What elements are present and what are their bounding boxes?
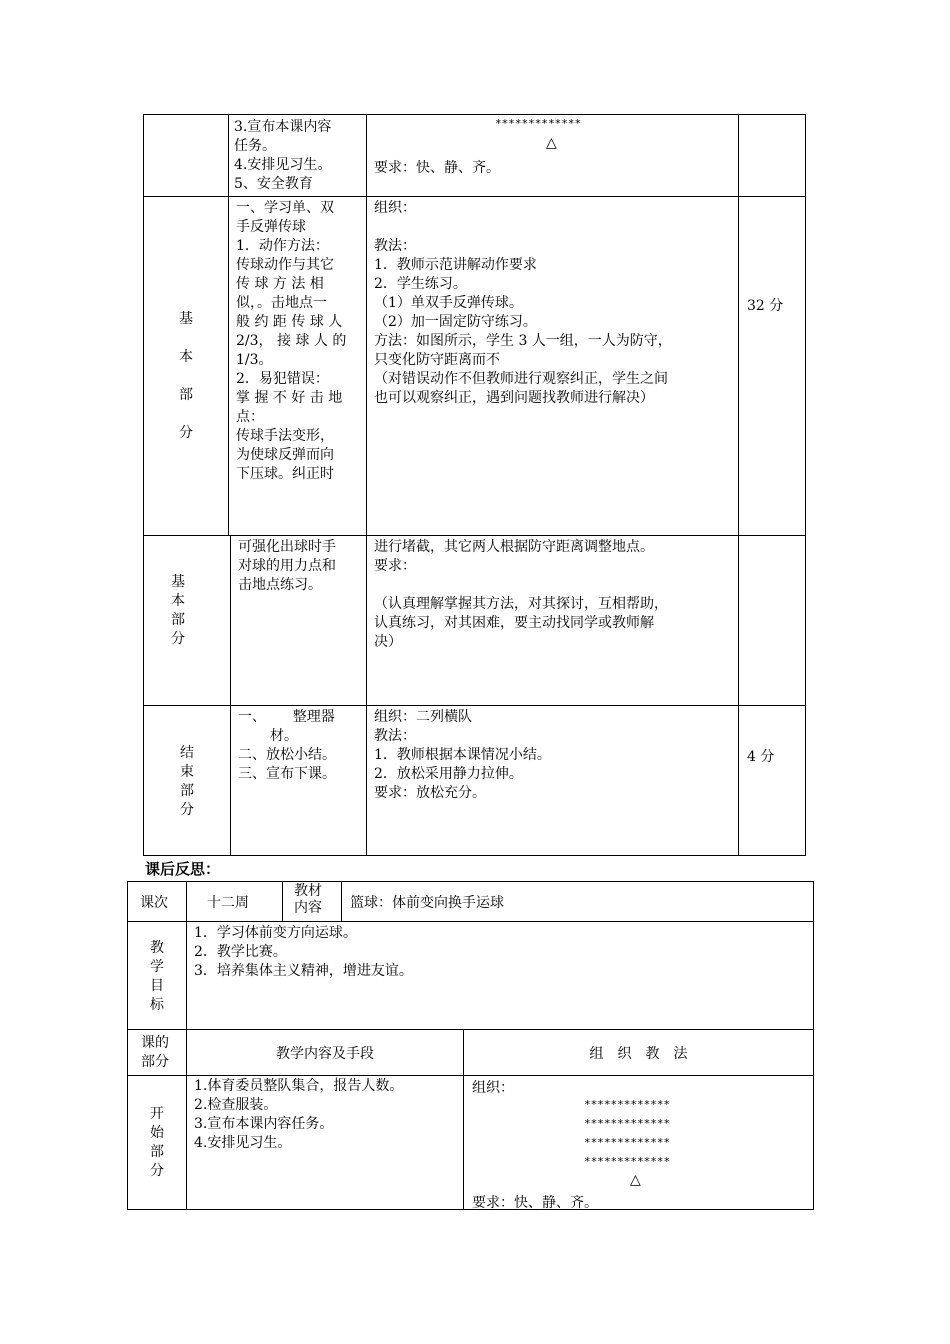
t1-r2-time: 32 分: [747, 298, 784, 314]
t1-r4-content: 一、 整理器 材。 二、放松小结。 三、宣布下课。: [238, 709, 336, 782]
material-value: 篮球：体前变向换手运球: [350, 895, 504, 911]
reflection-heading: 课后反思：: [145, 860, 221, 878]
t1-r3-section-label: 基 本 部 分: [171, 574, 185, 647]
goals-list: 1．学习体前变方向运球。 2．教学比赛。 3．培养集体主义精神，增进友谊。: [194, 925, 413, 979]
teacher-triangle-2: △: [630, 1172, 641, 1188]
lesson-label: 课次: [140, 895, 168, 911]
t1-r2-method: 组织： 教法： 1．教师示范讲解动作要求 2．学生练习。 （1）单双手反弹传球。 （2）加一固定防守练习。 方法：如图所示，学生 3 人一组，一人为防守， 只变化防守距离而不 （对错误动作不但教师进行观察纠正，学生之间 也可以观察纠正，遇到问题找教师进行解决）: [374, 200, 672, 406]
t1-r1-content: 3.宣布本课内容 任务。 4.安排见习生。 5、安全教育: [234, 119, 332, 192]
teacher-triangle: △: [546, 135, 557, 151]
start-requirement: 要求：快、静、齐。: [472, 1195, 598, 1211]
t1-r3-method: 进行堵截，其它两人根据防守距离调整地点。 要求： （认真理解掌握其方法，对其探讨，互相帮助， 认真练习，对其困难，要主动找同学或教师解 决）: [374, 539, 668, 650]
start-content: 1.体育委员整队集合，报告人数。 2.检查服装。 3.宣布本课内容任务。 4.安排见习生。: [194, 1078, 404, 1151]
start-section-label: 开 始 部 分: [150, 1106, 164, 1179]
t1-r4-time-cell: [738, 705, 806, 856]
t1-r4-method: 组织：二列横队 教法： 1．教师根据本课情况小结。 2．放松采用静力拉伸。 要求：放松充分。: [374, 709, 551, 801]
t1-r2-section-label: 基 本 部 分: [179, 311, 193, 441]
lesson-value: 十二周: [207, 895, 249, 911]
t1-r4-time: 4 分: [747, 749, 775, 765]
t1-r2-content: 一、学习单、双 手反弹传球 1．动作方法： 传球动作与其它 传 球 方 法 相 似，。击地点一 般 约 距 传 球 人 2/3， 接 球 人 的 1/3。 2．易犯错误： 掌 握 不 好 击 地 点： 传球手法变形， 为使球反弹而向 下压球。纠正时: [236, 200, 347, 482]
method-column-header: 组 织 教 法: [589, 1046, 688, 1062]
content-column-header: 教学内容及手段: [276, 1046, 374, 1062]
t1-r1-section-cell: [143, 114, 229, 197]
t1-r3-content: 可强化出球时手 对球的用力点和 击地点练习。: [238, 539, 336, 593]
t1-r1-requirement: 要求：快、静、齐。: [374, 160, 500, 176]
start-org-label: 组织：: [472, 1080, 514, 1096]
material-label: 教材 内容: [294, 883, 322, 916]
goals-label: 教 学 目 标: [150, 940, 164, 1013]
t1-r4-section-label: 结 束 部 分: [180, 745, 194, 818]
t1-r1-time-cell: [738, 114, 806, 197]
formation-stars-grid: ************* ************* ************* *************: [584, 1098, 671, 1168]
t1-r2-time-cell: [738, 196, 806, 536]
t1-r3-time-cell: [738, 535, 806, 706]
part-column-header: 课的 部分: [141, 1035, 169, 1070]
formation-stars: *************: [495, 117, 582, 130]
